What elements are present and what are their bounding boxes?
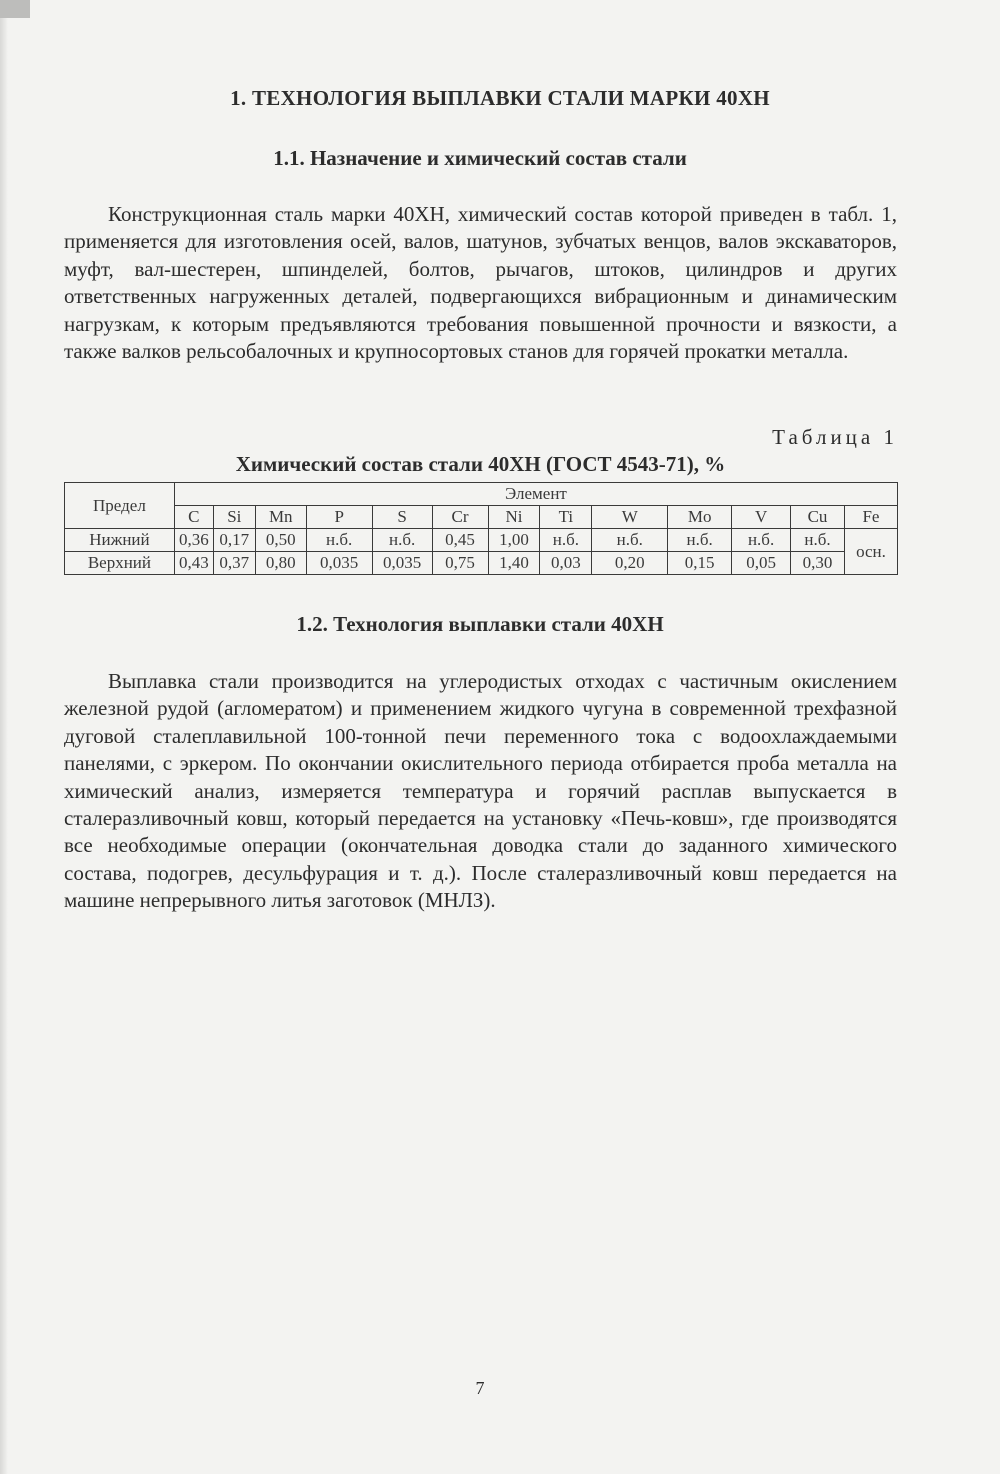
table-title: Химический состав стали 40ХН (ГОСТ 4543-71), % (235, 452, 726, 476)
section-heading-1-2: 1.2. Технология выплавки стали 40ХН (296, 612, 664, 636)
table-cell: 1,40 (488, 552, 540, 575)
section-1-2-paragraph: Выплавка стали производится на углеродистых отходах с частичным окислением железной рудой (агломератом) и применением жидкого чугуна в современной трехфазной дуговой сталеплавильной 100-тонной печи переменного тока с водоохлаждаемыми панелями, с эркером. По окончании окислительного периода отбирается проба металла на химический анализ, измеряется температура и горячий расплав выпускается в сталеразливочный ковш, который передается на установку «Печь-ковш», где производятся все необходимые операции (окончательная доводка стали до заданного химического состава, подогрев, десульфурация и т. д.). После сталеразливочный ковш передается на машине непрерывного литья заготовок (МНЛЗ). (64, 669, 897, 913)
element-header: Mo (668, 506, 732, 529)
element-header: Cu (791, 506, 845, 529)
element-header: Fe (844, 506, 897, 529)
element-header: Si (213, 506, 255, 529)
table-cell: 0,75 (432, 552, 488, 575)
table-cell: 0,20 (592, 552, 668, 575)
table-element-row (65, 506, 898, 529)
element-header: Ni (488, 506, 540, 529)
table-cell: 0,03 (540, 552, 592, 575)
header-cell-element: Элемент (174, 483, 897, 506)
table-cell: 0,43 (174, 552, 213, 575)
table-cell: 0,17 (213, 529, 255, 552)
table-cell: 0,50 (255, 529, 306, 552)
table-cell: 0,05 (732, 552, 791, 575)
table-cell: 0,36 (174, 529, 213, 552)
row-label: Верхний (65, 552, 175, 575)
element-header: Mn (255, 506, 306, 529)
main-heading: 1. ТЕХНОЛОГИЯ ВЫПЛАВКИ СТАЛИ МАРКИ 40ХН (230, 86, 770, 110)
table-cell: 0,035 (306, 552, 372, 575)
header-cell-limit: Предел (65, 483, 175, 529)
table-cell: 0,035 (372, 552, 432, 575)
element-header: V (732, 506, 791, 529)
element-header: Cr (432, 506, 488, 529)
table-cell: 1,00 (488, 529, 540, 552)
row-label: Нижний (65, 529, 175, 552)
section-heading-1-1: 1.1. Назначение и химический состав стали (273, 146, 687, 170)
table-cell: н.б. (306, 529, 372, 552)
table-cell: н.б. (791, 529, 845, 552)
scan-corner-mark (0, 0, 30, 18)
table-row-upper (65, 552, 898, 575)
table-label: Таблица 1 (772, 425, 898, 449)
element-header: W (592, 506, 668, 529)
table-cell: н.б. (668, 529, 732, 552)
page-number: 7 (475, 1378, 485, 1398)
element-header: S (372, 506, 432, 529)
chemical-composition-table (64, 482, 898, 575)
fe-value-cell: осн. (844, 529, 897, 575)
element-header: C (174, 506, 213, 529)
element-header: P (306, 506, 372, 529)
table-cell: 0,45 (432, 529, 488, 552)
table-cell: 0,37 (213, 552, 255, 575)
table-cell: 0,15 (668, 552, 732, 575)
table-cell: 0,80 (255, 552, 306, 575)
table-header-row (65, 483, 898, 506)
element-header: Ti (540, 506, 592, 529)
table-cell: н.б. (732, 529, 791, 552)
table-row-lower (65, 529, 898, 552)
table-cell: н.б. (592, 529, 668, 552)
table-cell: 0,30 (791, 552, 845, 575)
page-edge-shadow (0, 0, 8, 1474)
section-1-1-paragraph: Конструкционная сталь марки 40ХН, химический состав которой приведен в табл. 1, применяется для изготовления осей, валов, шатунов, зубчатых венцов, валов экскаваторов, муфт, вал-шестерен, шпинделей, болтов, рычагов, штоков, цилиндров и других ответственных нагруженных деталей, подвергающихся вибрационным и динамическим нагрузкам, к которым предъявляются требования повышенной прочности и вязкости, а также валков рельсобалочных и крупносортовых станов для горячей прокатки металла. (64, 202, 897, 364)
table-cell: н.б. (540, 529, 592, 552)
table-cell: н.б. (372, 529, 432, 552)
